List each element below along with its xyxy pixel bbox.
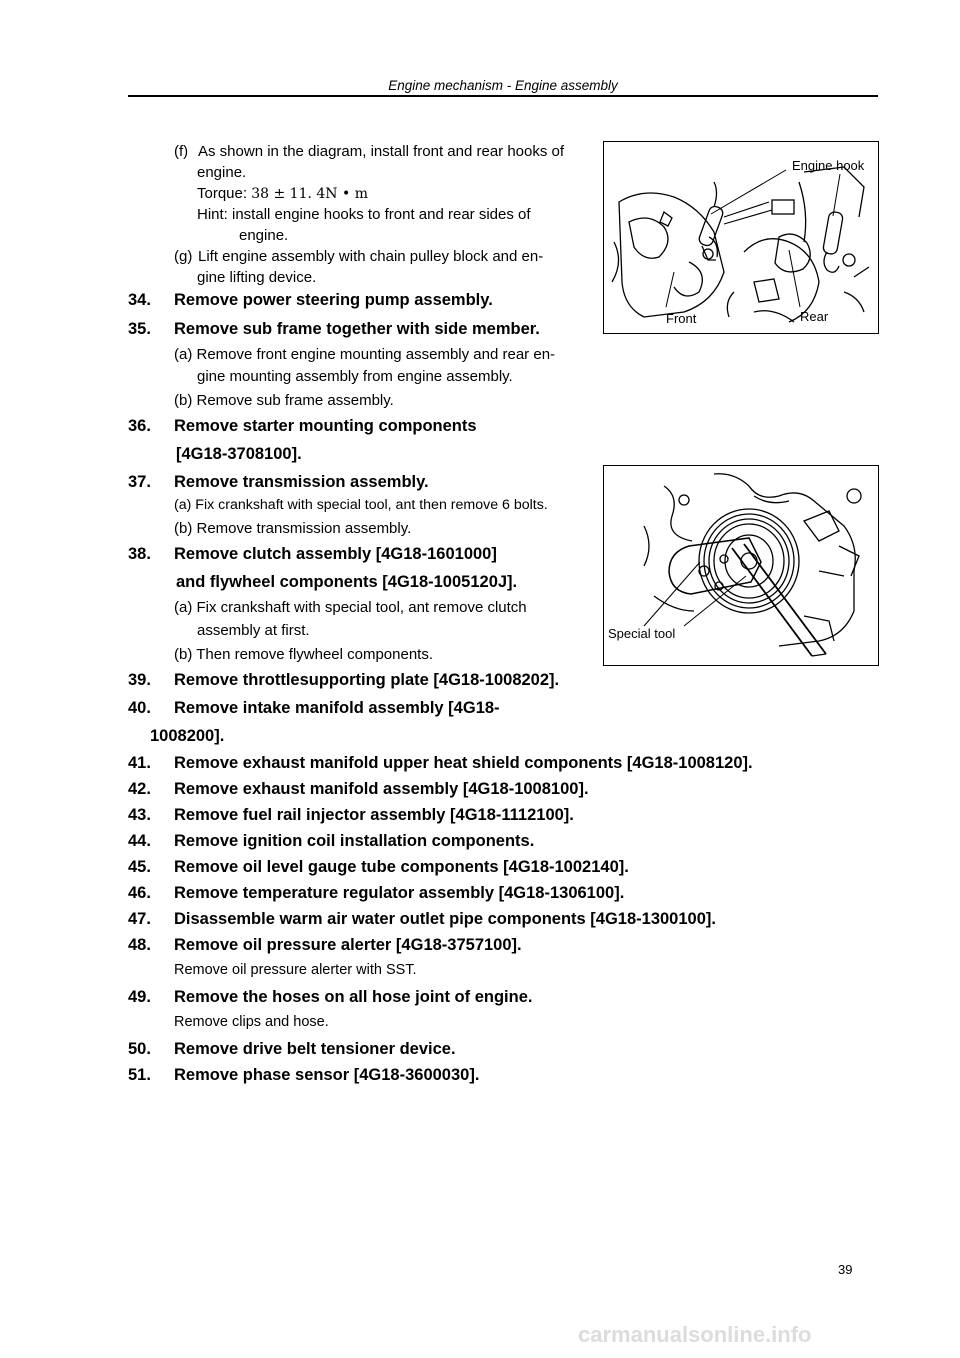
step-51-text: Remove phase sensor [4G18-3600030]. [174,1066,480,1084]
step-49-text: Remove the hoses on all hose joint of engine. [174,988,533,1006]
step-46-text: Remove temperature regulator assembly [4G18-1306100]. [174,884,625,902]
step-34-num: 34. [128,291,151,309]
torque-line [197,183,368,205]
item-g-label: (g) [174,248,193,265]
step-37-num: 37. [128,473,151,491]
step-40 [128,695,500,721]
step-37-b: (b) Remove transmission assembly. [174,520,412,537]
step-38-a2: assembly at first. [197,622,310,639]
page-number: 39 [838,1262,853,1277]
step-48 [128,932,522,958]
figure1-label-front: Front [666,311,697,326]
step-41 [128,750,753,776]
page-header: Engine mechanism - Engine assembly [388,78,618,93]
step-37 [128,469,429,495]
step-34-text: Remove power steering pump assembly. [174,291,493,309]
step-38-text: Remove clutch assembly [4G18-1601000] [174,545,497,563]
step-35-a2: gine mounting assembly from engine assembly. [197,368,513,385]
step-40-cont: 1008200]. [150,727,225,745]
step-40-num: 40. [128,699,151,717]
step-49-num: 49. [128,988,151,1006]
step-43-text: Remove fuel rail injector assembly [4G18-1112100]. [174,806,574,824]
step-43 [128,802,574,828]
step-36-num: 36. [128,417,151,435]
step-39 [128,667,559,693]
figure-engine-hooks [603,141,879,334]
step-40-text: Remove intake manifold assembly [4G18- [174,699,500,717]
step-44 [128,828,534,854]
step-48-num: 48. [128,936,151,954]
step-42-num: 42. [128,780,151,798]
step-35-a1: (a) Remove front engine mounting assembly and rear en- [174,346,556,363]
step-47-num: 47. [128,910,151,928]
step-38 [128,541,497,567]
item-f-line1: As shown in the diagram, install front and rear hooks of [198,143,565,160]
step-41-num: 41. [128,754,151,772]
figure-special-tool [603,465,879,666]
step-36-cont: [4G18-3708100]. [176,445,302,463]
step-49 [128,984,532,1010]
step-45-num: 45. [128,858,151,876]
step-39-num: 39. [128,671,151,689]
hint-line2: engine. [239,227,289,244]
step-35-text: Remove sub frame together with side member. [174,320,540,338]
step-38-b: (b) Then remove flywheel components. [174,646,434,663]
item-f-line2: engine. [197,164,247,181]
step-47-text: Disassemble warm air water outlet pipe components [4G18-1300100]. [174,910,716,928]
item-f-label: (f) [174,143,189,160]
step-51-num: 51. [128,1066,151,1084]
step-36 [128,413,477,439]
step-43-num: 43. [128,806,151,824]
step-35 [128,316,540,342]
step-49-note: Remove clips and hose. [174,1014,329,1030]
figure1-label-engine-hook: Engine hook [792,158,865,173]
step-38-a1: (a) Fix crankshaft with special tool, ant remove clutch [174,599,527,616]
header-rule [128,95,878,97]
step-42 [128,776,589,802]
step-51 [128,1062,479,1088]
step-48-text: Remove oil pressure alerter [4G18-3757100]. [174,936,522,954]
step-50-text: Remove drive belt tensioner device. [174,1040,456,1058]
figure2-label-special-tool: Special tool [608,626,676,641]
step-50 [128,1036,456,1062]
watermark: carmanualsonline.info [578,1322,812,1347]
step-42-text: Remove exhaust manifold assembly [4G18-1008100]. [174,780,589,798]
step-35-b: (b) Remove sub frame assembly. [174,392,394,409]
step-37-text: Remove transmission assembly. [174,473,429,491]
step-41-text: Remove exhaust manifold upper heat shield components [4G18-1008120]. [174,754,753,772]
item-g-line1: Lift engine assembly with chain pulley block and en- [198,248,544,265]
hint-line1: Hint: install engine hooks to front and rear sides of [197,206,531,223]
step-45-text: Remove oil level gauge tube components [4G18-1002140]. [174,858,629,876]
step-44-num: 44. [128,832,151,850]
figure1-label-rear: Rear [800,309,829,324]
item-g [174,246,543,267]
torque-value: 38 ± 11. 4N • m [251,186,368,202]
item-f [174,141,564,162]
step-46 [128,880,624,906]
step-38-cont: and flywheel components [4G18-1005120J]. [176,573,518,591]
step-44-text: Remove ignition coil installation components. [174,832,535,850]
step-48-note: Remove oil pressure alerter with SST. [174,962,417,978]
item-g-line2: gine lifting device. [197,269,317,286]
step-36-text: Remove starter mounting components [174,417,477,435]
step-47 [128,906,716,932]
step-35-num: 35. [128,320,151,338]
torque-label: Torque: [197,185,248,202]
step-50-num: 50. [128,1040,151,1058]
step-39-text: Remove throttlesupporting plate [4G18-1008202]. [174,671,560,689]
step-34 [128,287,493,313]
step-37-a: (a) Fix crankshaft with special tool, ant then remove 6 bolts. [174,497,548,513]
step-38-num: 38. [128,545,151,563]
step-45 [128,854,629,880]
step-46-num: 46. [128,884,151,902]
